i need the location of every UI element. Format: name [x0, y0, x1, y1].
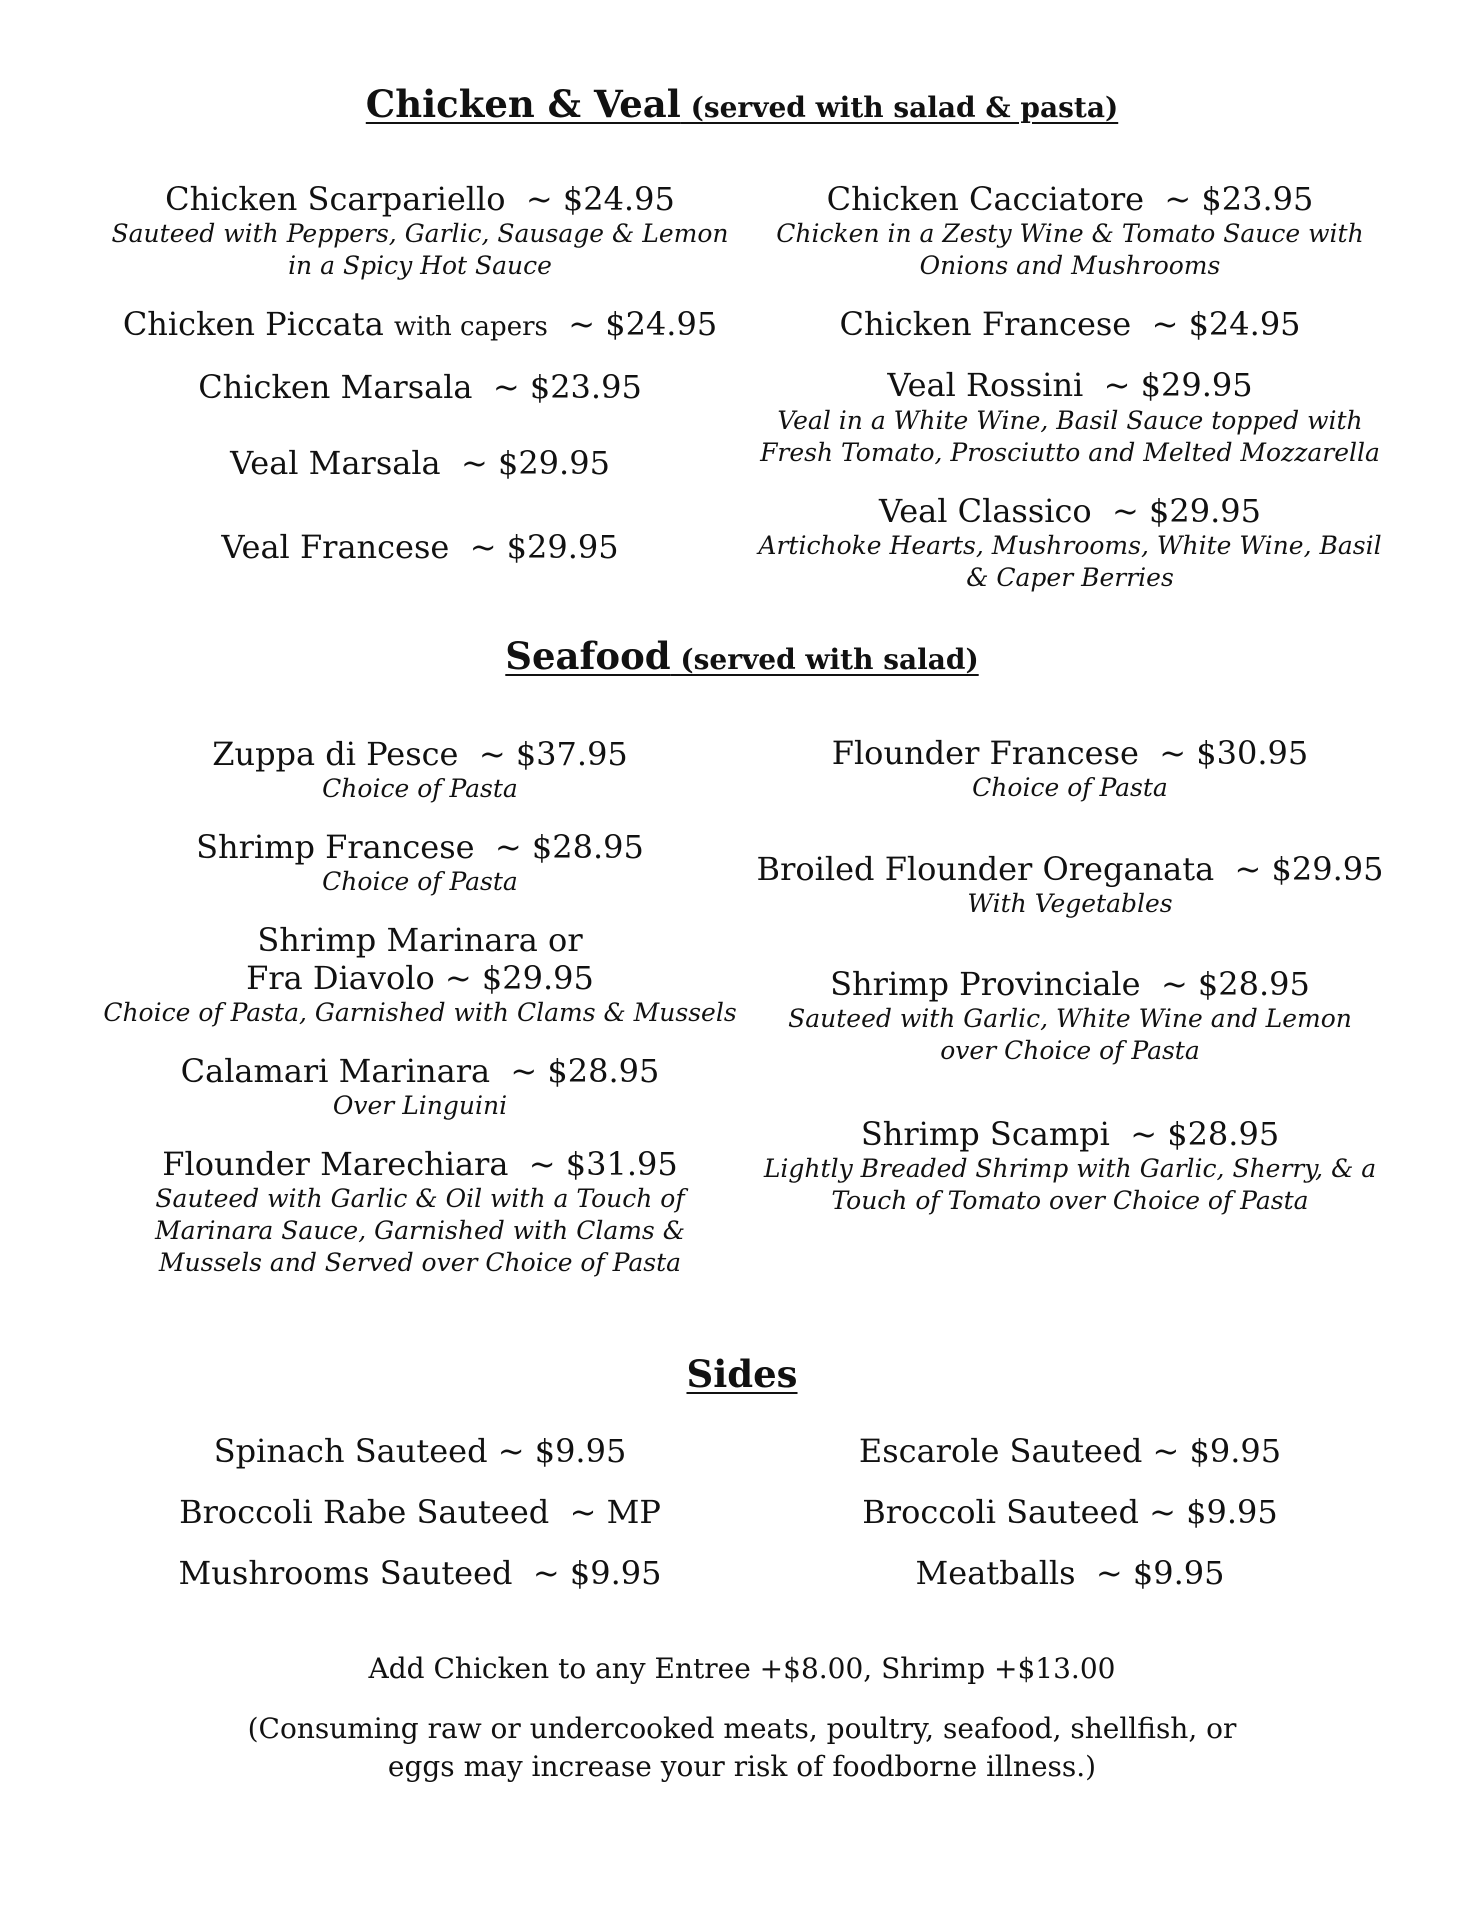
menu-item-chicken-francese: [740, 305, 1400, 343]
item-price: ~ $28.95: [1160, 965, 1310, 1003]
item-name: Fra Diavolo: [246, 959, 435, 997]
item-name: Chicken Francese: [839, 305, 1132, 343]
item-name: Veal Classico: [879, 492, 1092, 530]
item-description: Lightly Breaded Shrimp with Garlic, Sherry, & a Touch of Tomato over Choice of Pasta: [763, 1154, 1377, 1215]
item-price: ~ $29.95: [1112, 492, 1261, 530]
section-title-sides: [0, 1352, 1484, 1396]
menu-item-zuppa: [90, 735, 750, 773]
menu-item-veal-rossini: [740, 366, 1400, 404]
item-name: Shrimp Francese: [196, 828, 475, 866]
item-price: ~ $24.95: [1151, 305, 1301, 343]
item-price: ~ $23.95: [1164, 180, 1314, 218]
item-price: ~ $9.95: [1095, 1554, 1225, 1592]
item-name: Veal Rossini: [887, 366, 1084, 404]
item-price: ~ $37.95: [478, 735, 628, 773]
item-description: Sauteed with Garlic, White Wine and Lemon over Choice of Pasta: [788, 1004, 1352, 1065]
item-name: Flounder Francese: [831, 734, 1139, 772]
item-name: Shrimp Scampi: [860, 1115, 1110, 1153]
item-name: Broccoli Rabe Sauteed: [179, 1493, 550, 1531]
item-price: ~ $9.95: [497, 1432, 627, 1470]
item-price: ~ $9.95: [532, 1554, 662, 1592]
item-price: ~ $24.95: [525, 180, 675, 218]
item-note: with capers: [393, 312, 548, 342]
addon-note: Add Chicken to any Entree +$8.00, Shrimp +$13.00: [368, 1652, 1116, 1685]
item-name: Veal Francese: [221, 528, 450, 566]
item-name: Mushrooms Sauteed: [178, 1554, 513, 1592]
item-name: Escarole Sauteed: [858, 1432, 1143, 1470]
item-description: Sauteed with Garlic & Oil with a Touch of Marinara Sauce, Garnished with Clams & Mussels and Served over Choice of Pasta: [155, 1184, 685, 1277]
section-subtitle: (served with salad): [670, 643, 979, 676]
item-description: Over Linguini: [332, 1091, 508, 1120]
item-price: ~ $29.95: [1234, 850, 1384, 888]
item-name: Broiled Flounder Oreganata: [756, 850, 1215, 888]
item-price: ~ $31.95: [528, 1145, 678, 1183]
item-price: ~ $28.95: [510, 1052, 660, 1090]
item-price: ~ $9.95: [1152, 1432, 1282, 1470]
menu-item-flounder-francese: [740, 734, 1400, 772]
item-description: Veal in a White Wine, Basil Sauce topped with Fresh Tomato, Prosciutto and Melted Mozzarella: [760, 406, 1380, 467]
section-title-text: Sides: [686, 1352, 798, 1396]
side-item-rabe: [90, 1493, 750, 1531]
health-warning: (Consuming raw or undercooked meats, poultry, seafood, shellfish, or eggs may increase your risk of foodborne illness.): [247, 1712, 1237, 1783]
item-price: ~ $30.95: [1159, 734, 1309, 772]
item-description: Artichoke Hearts, Mushrooms, White Wine, Basil & Caper Berries: [758, 531, 1382, 592]
item-price: ~ MP: [569, 1493, 661, 1531]
menu-item-piccata: [90, 305, 750, 343]
item-description: With Vegetables: [967, 889, 1173, 918]
item-price: ~ $29.95: [460, 444, 610, 482]
item-description: Choice of Pasta: [322, 867, 518, 896]
menu-item-cacciatore: [740, 180, 1400, 218]
menu-item-scarpariello: [90, 180, 750, 218]
menu-item-marechiara: [90, 1145, 750, 1183]
item-price: ~ $28.95: [1130, 1115, 1280, 1153]
item-name: Chicken Marsala: [198, 368, 473, 406]
item-price: ~ $9.95: [1149, 1493, 1278, 1531]
menu-item-calamari: [90, 1052, 750, 1090]
item-price: ~ $29.95: [469, 528, 619, 566]
item-name: Chicken Scarpariello: [165, 180, 506, 218]
item-description: Chicken in a Zesty Wine & Tomato Sauce with Onions and Mushrooms: [776, 219, 1364, 280]
item-name: Calamari Marinara: [180, 1052, 491, 1090]
item-name: Chicken Piccata: [122, 305, 384, 343]
item-price: ~ $29.95: [444, 959, 594, 997]
item-price: ~ $28.95: [494, 828, 644, 866]
menu-item-veal-marsala: [90, 444, 750, 482]
item-name: Shrimp Provinciale: [830, 965, 1141, 1003]
menu-item-shrimp-francese: [90, 828, 750, 866]
item-description: Choice of Pasta: [972, 773, 1168, 802]
item-name: Shrimp Marinara or: [257, 921, 583, 959]
item-name: Zuppa di Pesce: [212, 735, 459, 773]
section-title-chicken-veal: [0, 82, 1484, 126]
menu-item-shrimp-marinara: [90, 921, 750, 959]
menu-item-veal-francese: [90, 528, 750, 566]
item-name: Broccoli Sauteed: [862, 1493, 1139, 1531]
item-name: Veal Marsala: [230, 444, 441, 482]
item-description: Choice of Pasta: [322, 774, 518, 803]
section-subtitle: (served with salad & pasta): [680, 91, 1119, 124]
menu-item-scampi: [740, 1115, 1400, 1153]
menu-item-shrimp-marinara-line2: [90, 959, 750, 997]
section-title-text: Seafood: [505, 634, 671, 678]
item-price: ~ $24.95: [568, 305, 718, 343]
menu-item-chicken-marsala: [90, 368, 750, 406]
item-description: Choice of Pasta, Garnished with Clams & Mussels: [103, 998, 737, 1027]
menu-item-oreganata: [740, 850, 1400, 888]
menu-item-provinciale: [740, 965, 1400, 1003]
side-item-meatballs: [740, 1554, 1400, 1592]
item-name: Meatballs: [915, 1554, 1076, 1592]
side-item-broccoli: [740, 1493, 1400, 1531]
item-name: Chicken Cacciatore: [826, 180, 1145, 218]
side-item-spinach: [90, 1432, 750, 1470]
item-price: ~ $23.95: [492, 368, 642, 406]
side-item-mushrooms: [90, 1554, 750, 1592]
item-name: Spinach Sauteed: [213, 1432, 488, 1470]
item-price: ~ $29.95: [1103, 366, 1253, 404]
menu-item-veal-classico: [740, 492, 1400, 530]
item-description: Sauteed with Peppers, Garlic, Sausage & Lemon in a Spicy Hot Sauce: [111, 219, 729, 280]
side-item-escarole: [740, 1432, 1400, 1470]
section-title-seafood: [0, 634, 1484, 678]
section-title-text: Chicken & Veal: [365, 82, 681, 126]
item-name: Flounder Marechiara: [162, 1145, 509, 1183]
